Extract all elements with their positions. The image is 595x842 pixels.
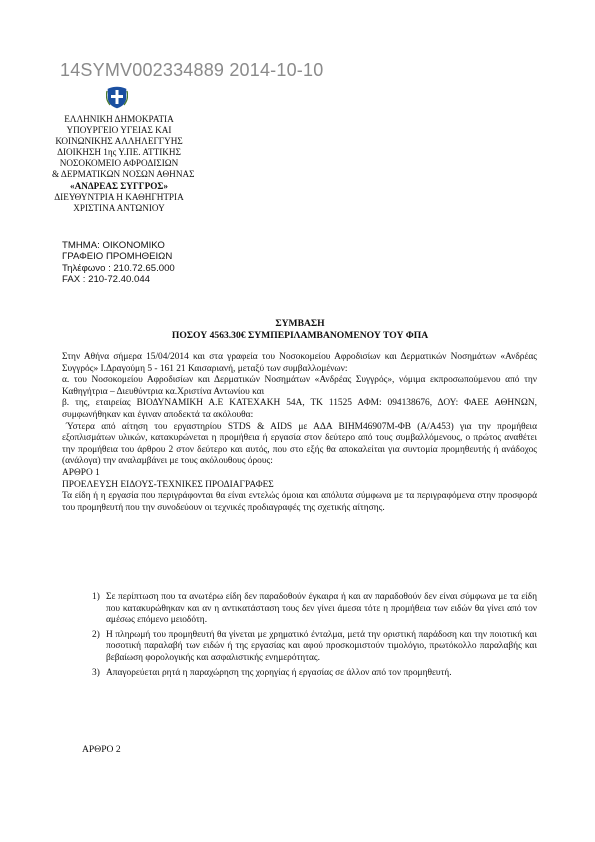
specifications-paragraph: Τα είδη ή η εργασία που περιγράφονται θα είναι εντελώς όμοια και απόλυτα σύμφωνα με τα περιγραφόμενα στην προσφορά του προμηθευτή που την συνοδεύουν οι τεχνικές προδιαγραφές της σχετικής αίτησης. xyxy=(62,491,537,513)
article-2-heading: ΑΡΘΡΟ 2 xyxy=(82,744,121,755)
office-name: ΓΡΑΦΕΙΟ ΠΡΟΜΗΘΕΙΩΝ xyxy=(62,251,173,263)
list-item xyxy=(62,592,537,627)
intro-paragraph: Στην Αθήνα σήμερα 15/04/2014 και στα γραφεία του Νοσοκομείου Αφροδισίων και Δερματικών Νοσημάτων «Ανδρέας Συγγρός» Ι.Δραγούμη 5 - 161 21 Καισαριανή, μεταξύ των συμβαλλομένων: xyxy=(62,352,537,374)
title-line-1: ΣΥΜΒΑΣΗ xyxy=(275,318,325,329)
party-b-paragraph: β. της, εταιρείας ΒΙΟΔΥΝΑΜΙΚΗ Α.Ε ΚΑΤΕΧΑΚΗ 54Α, ΤΚ 11525 ΑΦΜ: 094138676, ΔΟΥ: ΦΑΕΕ ΑΘΗΝΩΝ, συμφωνήθηκαν και έγιναν αποδεκτά τα ακόλουθα: xyxy=(62,398,537,420)
greek-coat-of-arms-icon xyxy=(106,83,128,109)
list-item xyxy=(62,630,537,665)
fax-number: FAX : 210-72.40.044 xyxy=(62,273,151,285)
contract-title xyxy=(100,318,500,341)
hospital-name: «ΑΝΔΡΕΑΣ ΣΥΓΓΡΟΣ» xyxy=(70,180,168,191)
authority-line: ΚΟΙΝΩΝΙΚΗΣ ΑΛΛΗΛΕΓΓΥΗΣ xyxy=(55,136,183,147)
list-item-number: 2) xyxy=(92,629,100,640)
issuing-authority-block xyxy=(52,114,195,214)
award-paragraph: Ύστερα από αίτηση του εργαστηρίου STDS & AIDS με ΑΔΑ ΒΙΗΜ46907Μ-ΦΒ (Α/Α453) για την προμήθεια εξοπλισμάτων υλικών, κατακυρώνεται η προμήθεια ή εργασία στον δεύτερο από τους συμβαλλόμενους, ο πρώτος αναθέτει την προμήθεια του άρθρου 2 στον δεύτερο και αυτός, που στο εξής θα αποκαλείται για συντομία προμηθευτής ή ανάδοχος (ανάλογα) την αναλαμβάνει με τους ακόλουθους όρους: xyxy=(62,421,537,467)
authority-line: ΝΟΣΟΚΟΜΕΙΟ ΑΦΡΟΔΙΣΙΩΝ xyxy=(59,158,179,169)
article-1-subheading: ΠΡΟΕΛΕΥΣΗ ΕΙΔΟΥΣ-ΤΕΧΝΙΚΕΣ ΠΡΟΔΙΑΓΡΑΦΕΣ xyxy=(62,479,274,490)
authority-line: ΥΠΟΥΡΓΕΙΟ ΥΓΕΙΑΣ ΚΑΙ xyxy=(66,125,172,136)
list-item xyxy=(62,668,537,680)
article-1-heading: ΑΡΘΡΟ 1 xyxy=(62,467,100,478)
list-item-text: Η πληρωμή του προμηθευτή θα γίνεται με χρηματικό ένταλμα, μετά την οριστική παράδοση και την ποιοτική και ποσοτική παραλαβή των ειδών ή της εργασίας και αφού προσκομιστούν τιμολόγιο, πρωτόκολλο παραλαβής και βεβαίωση φορολογικής και ασφαλιστικής ενημερότητας. xyxy=(106,629,537,663)
authority-line: ΧΡΙΣΤΙΝΑ ΑΝΤΩΝΙΟΥ xyxy=(73,202,165,213)
phone-number: Τηλέφωνο : 210.72.65.000 xyxy=(62,262,175,274)
title-line-2: ΠΟΣΟΥ 4563.30€ ΣΥΜΠΕΡΙΛΑΜΒΑΝΟΜΕΝΟΥ ΤΟΥ ΦΠΑ xyxy=(171,329,429,341)
contract-body xyxy=(62,352,537,514)
authority-line: ΕΛΛΗΝΙΚΗ ΔΗΜΟΚΡΑΤΙΑ xyxy=(64,114,174,124)
list-item-text: Απαγορεύεται ρητά η παραχώρηση της χορηγίας ή εργασίας σε άλλον από τον προμηθευτή. xyxy=(106,667,452,678)
list-item-number: 3) xyxy=(92,667,100,678)
protocol-number-watermark: 14SYMV002334889 2014-10-10 xyxy=(60,60,324,80)
department-name: ΤΜΗΜΑ: ΟΙΚΟΝΟΜΙΚΟ xyxy=(62,240,165,251)
authority-line: ΔΙΟΙΚΗΣΗ 1ης Υ.ΠΕ. ΑΤΤΙΚΗΣ xyxy=(57,147,181,158)
party-a-paragraph: α. του Νοσοκομείου Αφροδισίων και Δερματικών Νοσημάτων «Ανδρέας Συγγρός», νόμιμα εκπροσωπούμενου από την Καθηγήτρια – Διευθύντρια κα.Χριστίνα Αντωνίου και xyxy=(62,375,537,397)
list-item-text: Σε περίπτωση που τα ανωτέρω είδη δεν παραδοθούν έγκαιρα ή και αν παραδοθούν δεν είναι σύμφωνα με τα είδη που κατακυρώθηκαν και αν η αντικατάσταση τους δεν γίνει άμεσα τότε η προμήθεια των ειδών θα γίνει από τον αμέσως επόμενο μειοδότη. xyxy=(106,592,537,626)
authority-line: & ΔΕΡΜΑΤΙΚΩΝ ΝΟΣΩΝ ΑΘΗΝΑΣ xyxy=(52,169,195,180)
terms-list xyxy=(62,592,537,682)
list-item-number: 1) xyxy=(92,592,100,602)
authority-line: ΔΙΕΥΘΥΝΤΡΙΑ Η ΚΑΘΗΓΗΤΡΙΑ xyxy=(54,191,184,202)
department-contact-block xyxy=(62,240,302,285)
